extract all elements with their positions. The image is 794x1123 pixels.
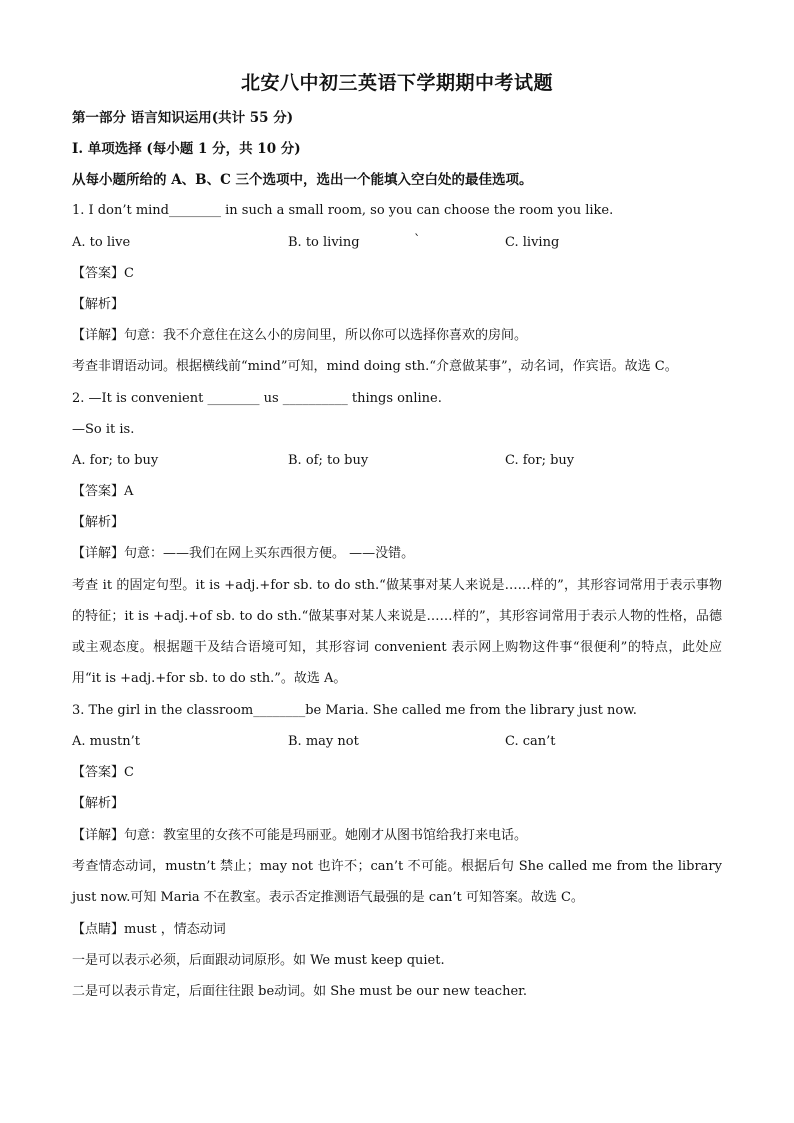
question-3-tip-line-2: 二是可以表示肯定，后面往往跟 be动词。如 She must be our new teacher. [72,984,528,999]
question-1-analysis-label: 【解析】 [72,297,125,312]
question-2-answer: 【答案】A [72,484,134,499]
question-2-detail: 【详解】句意：——我们在网上买东西很方便。 ——没错。 [72,546,415,561]
part-heading: 第一部分 语言知识运用(共计 55 分) [72,110,294,126]
question-3-stem: 3. The girl in the classroom________be Maria. She called me from the library just now. [72,703,637,718]
question-3-detail: 【详解】句意：教室里的女孩不可能是玛丽亚。她刚才从图书馆给我打来电话。 [72,828,528,843]
question-2-stem: 2. —It is convenient ________ us __________ things online. [72,391,442,406]
question-1-option-a: A. to live [72,235,131,250]
question-3-analysis-label: 【解析】 [72,796,125,811]
question-1-option-c: C. living [505,235,560,250]
question-3-option-b: B. may not [288,734,359,749]
question-2-reply: —So it is. [72,422,135,437]
question-1-option-b: B. to living [288,235,360,250]
question-3-tip: 【点睛】must ，情态动词 [72,922,226,937]
question-1-explanation: 考查非谓语动词。根据横线前“mind”可知，mind doing sth.“介意做某事”，动名词，作宾语。故选 C。 [72,359,678,374]
question-1-answer: 【答案】C [72,266,134,281]
question-1-stem: 1. I don’t mind________ in such a small room, so you can choose the room you like. [72,203,614,218]
page-title: 北安八中初三英语下学期期中考试题 [240,72,553,94]
question-2-option-c: C. for; buy [505,453,575,468]
question-3-explanation: 考查情态动词，mustn’t 禁止；may not 也许不；can’t 不可能。根据后句 She called me from the library just now.可知 Maria 不在教室。表示否定推测语气最强的是 can’t 可知答案。故选 C。 [72,859,722,905]
question-3-answer: 【答案】C [72,765,134,780]
question-2-option-b: B. of; to buy [288,453,369,468]
question-1-detail: 【详解】句意：我不介意住在这么小的房间里，所以你可以选择你喜欢的房间。 [72,328,528,343]
stray-mark: ` [414,233,421,248]
instruction-text: 从每小题所给的 A、B、C 三个选项中，选出一个能填入空白处的最佳选项。 [72,172,533,188]
question-3-tip-line-1: 一是可以表示必须，后面跟动词原形。如 We must keep quiet. [72,953,445,968]
question-3-option-a: A. mustn’t [72,734,140,749]
question-3-option-c: C. can’t [505,734,556,749]
question-2-explanation: 考查 it 的固定句型。it is +adj.+for sb. to do sth.“做某事对某人来说是……样的”，其形容词常用于表示事物的特征；it is +adj.+of sb. to do sth.“做某事对某人来说是……样的”，其形容词常用于表示人物的性格，品德或主观态度。根据题干及结合语境可知，其形容词 convenient 表示网上购物这件事“很便利”的特点，此处应用“it is +adj.+for sb. to do sth.”。故选 A。 [72,578,722,686]
question-2-option-a: A. for; to buy [72,453,159,468]
section-heading: I. 单项选择 (每小题 1 分，共 10 分) [72,141,301,157]
question-2-analysis-label: 【解析】 [72,515,125,530]
